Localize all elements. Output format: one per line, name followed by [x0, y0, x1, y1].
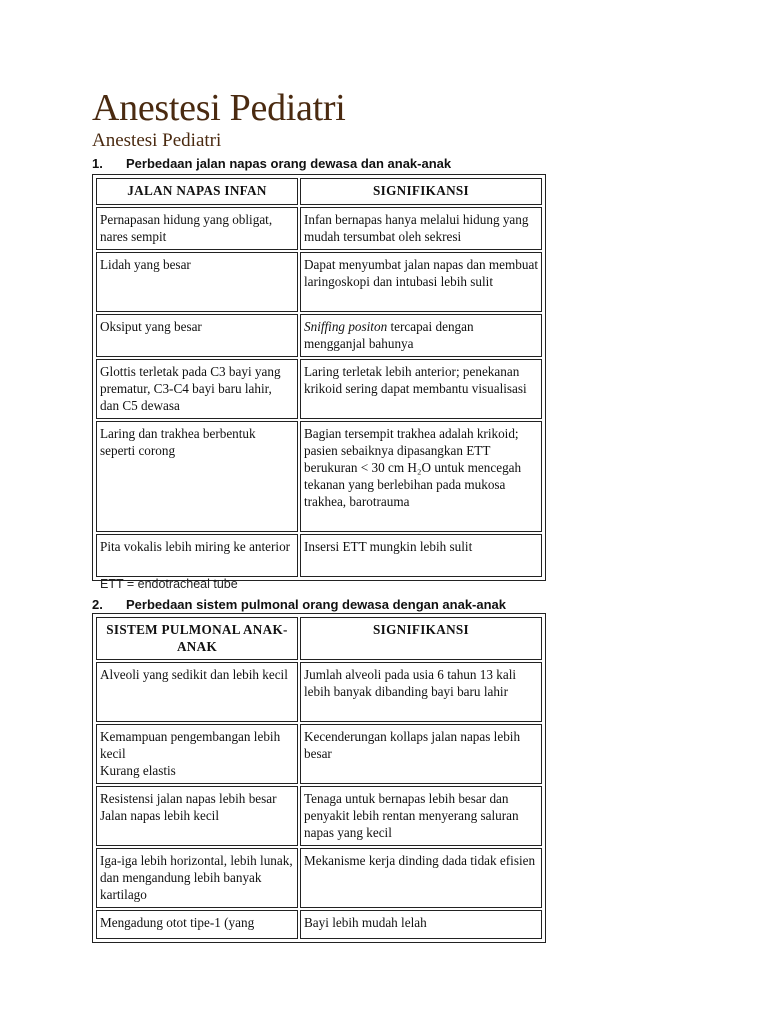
- column-header: SIGNIFIKANSI: [300, 617, 542, 660]
- table-cell: Bagian tersempit trakhea adalah krikoid; pasien sebaiknya dipasangkan ETT berukuran < 30 cm H₂O untuk mencegah tekanan yang berlebihan pada mukosa trakhea, barotrauma: [300, 421, 542, 532]
- table-cell: Infan bernapas hanya melalui hidung yang mudah tersumbat oleh sekresi: [300, 207, 542, 250]
- column-header: SISTEM PULMONAL ANAK-ANAK: [96, 617, 298, 660]
- table-cell: Bayi lebih mudah lelah: [300, 910, 542, 939]
- page-subtitle: Anestesi Pediatri: [92, 130, 222, 151]
- table-cell: Lidah yang besar: [96, 252, 298, 312]
- table-cell: Laring terletak lebih anterior; penekanan krikoid sering dapat membantu visualisasi: [300, 359, 542, 419]
- table-row: [96, 910, 542, 939]
- table-cell: Resistensi jalan napas lebih besar Jalan napas lebih kecil: [96, 786, 298, 846]
- table-cell: Pernapasan hidung yang obligat, nares sempit: [96, 207, 298, 250]
- table-row: [96, 207, 542, 250]
- section-2-heading: [92, 597, 506, 612]
- column-header: SIGNIFIKANSI: [300, 178, 542, 205]
- table-cell: Glottis terletak pada C3 bayi yang prematur, C3-C4 bayi baru lahir, dan C5 dewasa: [96, 359, 298, 419]
- table-cell: [300, 314, 542, 357]
- section-1-title: Perbedaan jalan napas orang dewasa dan anak-anak: [126, 156, 452, 171]
- table-cell: Mengadung otot tipe-1 (yang: [96, 910, 298, 939]
- table-cell: Mekanisme kerja dinding dada tidak efisien: [300, 848, 542, 908]
- table-cell: Oksiput yang besar: [96, 314, 298, 357]
- table-cell: Tenaga untuk bernapas lebih besar dan penyakit lebih rentan menyerang saluran napas yang kecil: [300, 786, 542, 846]
- italic-term: Sniffing positon: [304, 319, 388, 334]
- section-1-number: 1.: [92, 156, 103, 171]
- table-row: [96, 786, 542, 846]
- table-header-row: [96, 617, 542, 660]
- page-title: Anestesi Pediatri: [92, 87, 346, 129]
- table-cell: Insersi ETT mungkin lebih sulit: [300, 534, 542, 577]
- table-row: [96, 724, 542, 784]
- table-cell: Dapat menyumbat jalan napas dan membuat laringoskopi dan intubasi lebih sulit: [300, 252, 542, 312]
- column-header: JALAN NAPAS INFAN: [96, 178, 298, 205]
- table-cell: Iga-iga lebih horizontal, lebih lunak, dan mengandung lebih banyak kartilago: [96, 848, 298, 908]
- table-cell: Jumlah alveoli pada usia 6 tahun 13 kali lebih banyak dibanding bayi baru lahir: [300, 662, 542, 722]
- table-row: [96, 421, 542, 532]
- section-2-title: Perbedaan sistem pulmonal orang dewasa dengan anak-anak: [126, 597, 507, 612]
- table-row: [96, 534, 542, 577]
- table-cell: Kemampuan pengembangan lebih kecil Kurang elastis: [96, 724, 298, 784]
- table-header-row: [96, 178, 542, 205]
- abbreviation-note: ETT = endotracheal tube: [100, 577, 238, 591]
- table-cell: Alveoli yang sedikit dan lebih kecil: [96, 662, 298, 722]
- table-cell: Pita vokalis lebih miring ke anterior: [96, 534, 298, 577]
- table-row: [96, 252, 542, 312]
- table-cell: Kecenderungan kollaps jalan napas lebih besar: [300, 724, 542, 784]
- cell-text: tercapai dengan mengganjal bahunya: [304, 319, 474, 351]
- section-1-heading: [92, 156, 451, 171]
- table-row: [96, 359, 542, 419]
- table-cell: Laring dan trakhea berbentuk seperti corong: [96, 421, 298, 532]
- table-row: [96, 662, 542, 722]
- section-2-number: 2.: [92, 597, 103, 612]
- table-row: [96, 314, 542, 357]
- airway-table: [92, 174, 546, 581]
- table-row: [96, 848, 542, 908]
- pulmonary-table: [92, 613, 546, 943]
